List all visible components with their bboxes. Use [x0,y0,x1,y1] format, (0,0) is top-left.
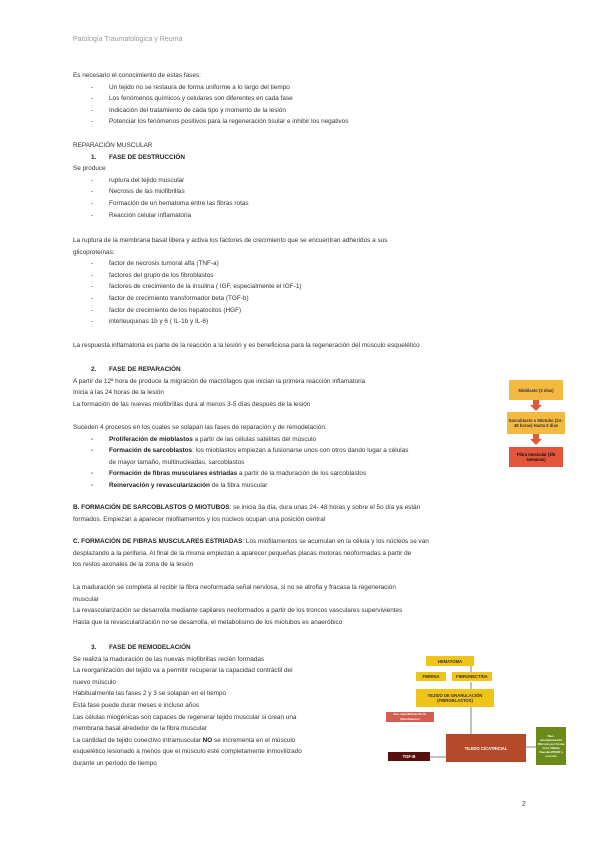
diagram-box-tgfb: TGF-B [388,752,430,761]
phase1-heading: 1. FASE DE DESTRUCCIÓN [91,153,185,161]
list-item: - Reinervación y revascularización de la fibra muscular [73,480,408,492]
sarcoblast-paragraph: B. FORMACIÓN DE SARCOBLASTOS O MIOTUBOS: se inicia 3a día, dura unas 24- 48 horas y sobre el 5o día ya están formados. Empiezan a aparecer miofilamentos y los núcleos ocupan una posición central [73,504,421,523]
diagram-box-side-note: Neo-vascularización 6+ (fibroblastos) [386,712,434,722]
phase1-lead: Se produce [73,165,106,173]
intro-block [73,70,348,128]
page-number: 2 [522,801,526,808]
list-item: - interleuquinas 1b y 6 ( IL-1b y IL-6) [73,316,387,328]
inflammation-note: La respuesta inflamatoria es parte de la reacción a la lesión y es beneficiosa para la regeneración del músculo esquelético [73,342,420,349]
diagram-box-cicatricial: TEJIDO CICATRICIAL [446,734,526,762]
page-header: Patología Traumatológica y Reuma [73,36,183,43]
diagram-box-sarcoblast: Sarcoblasto o Miotubo (24 - 48 horas) Hasta 5 días [507,412,565,434]
phase1-block [73,140,249,221]
list-item: - factor de crecimiento transformador beta (TGF-b) [73,293,387,305]
diagram-box-fibronectina: FIBRONECTINA [452,672,492,681]
list-item: - factor de crecimiento de los hepatocitos (HGF) [73,305,387,317]
list-item: - Un tejido no se restaura de forma uniforme a lo largo del tiempo [73,82,348,94]
intro-lead: Es necesario el conocimiento de estas fases: [73,72,201,79]
list-item: - Reacción celular inflamatoria [73,210,249,222]
phase2-heading: 2. FASE DE REPARACIÓN [91,366,181,373]
list-item: - factores de crecimiento de la insulina ( IGF, especialmente el IGF-1) [73,281,387,293]
arrow-down-icon [530,405,542,411]
list-item: - Indicación del tratamiento de cada tipo y momento de la lesión [73,105,348,117]
diagram-box-hematoma: HEMATOMA [426,656,474,666]
processes-list [73,434,408,492]
list-item: - Formación de sarcoblastos: los mioblastos empiezan a fusionarse unos con otros dando lugar a células [73,445,408,457]
diagram-box-fiber: Fibra muscular (3/5 semanas) [509,447,563,467]
list-item: - factor de necrosis tumoral alfa (TNF-a) [73,258,387,270]
phase2-line: Inicia a las 24 horas de la lesión [73,389,164,397]
arrow-down-icon [530,439,542,445]
phase2-line: La formación de las nuevas miofibrillas dura al menos 3-5 días después de la lesión [73,400,311,408]
phase2-block [73,364,365,410]
intro-list [73,82,348,128]
phase1-list [73,175,249,221]
processes-lead: Suceden 4 procesos en los cuales se solapan las fases de reparación y de remodelación: [73,424,327,431]
list-item: - Formación de fibras musculares estriadas a partir de la maduración de los sarcoblastos [73,468,408,480]
diagram-box-granulacion: TEJIDO DE GRANULACIÓN (FIBROBLASTOS) [416,689,494,707]
processes-block [73,422,408,492]
phase3-heading: 3. FASE DE REMODELACIÓN [91,644,191,651]
list-item: - ruptura del tejido muscular [73,175,249,187]
list-item: - Necrosis de las miofibrillas [73,186,249,198]
striated-fibers-paragraph: C. FORMACIÓN DE FIBRAS MUSCULARES ESTRIADAS: Los miofilamentos se acumulan en la célula y los núcleos se van desplazando a la periferia. Al final de la misma empiezan a aparecer pequeñas placas motoras neoformadas a partir de los restos axonales de la zona de la lesión [73,538,429,569]
list-item: - Proliferación de mioblastos a partir de las células satélites del músculo [73,434,408,446]
growth-factors-block [73,235,387,328]
list-item: - factores del grupo de los fibroblastos [73,270,387,282]
diagram-box-vascular: Neo-vascularización (fibrosis por forma Cruz Villalta Vasculo-PROIF y con mio [536,727,566,765]
maturation-paragraph: La maduración se completa al recibir la fibra neoformada señal nerviosa, si no se atrofia y fracasa la regeneración muscular La revascularización se desarrolla mediante capilares neoformados a partir de los troncos vasculares supervivientes Hasta que la revascularización no se desarrolla, el metabolismo de los miotubos es anaeróbico [73,584,403,626]
list-item: - Formación de un hematoma entre las fibras rotas [73,198,249,210]
list-item: - Los fenómenos químicos y celulares son diferentes en cada fase [73,93,348,105]
list-item-continuation: de mayor tamaño, multinucleadas, sarcoblastos [109,458,245,466]
factors-lead-2: glicoproteínas: [73,248,115,256]
phase3-block: 3. FASE DE REMODELACIÓN Se realiza la maduración de las nuevas miofibrillas recién formadas La reorganización del tejido va a permitir recuperar la capacidad contráctil del nuevo músculo Habitualmente las fases 2 y 3 se solapan en el tiempo Esta fase puede durar meses e incluso años Las células miogénicas son capaces de regenerar tejido muscular si crean una membrana basal alrededor de la fibra muscular La cantidad de tejido conectivo intramuscular NO se incrementa en el músculo esquelético lesionado a menos que el músculo esté completamente inmovilizado durante un período de tiempo [73,642,393,770]
diagram-box-myoblast: Mioblasto (3 días) [509,380,563,400]
factors-lead: La ruptura de la membrana basal libera y activa los factores de crecimiento que se encuentran adheridos a sus [73,237,388,244]
myogenesis-diagram [505,380,567,480]
diagram-box-fibrina: FIBRINA [416,672,446,681]
phase2-line: A partir de 12ª hora de produce la migración de macrófagos que inician la primera reacción inflamatoria [73,377,366,385]
remodeling-diagram [386,652,566,772]
factors-list [73,258,387,328]
list-item: - Potenciar los fenómenos positivos para la regeneración tisular e inhibir los negativos [73,116,348,128]
section-title: REPARACIÓN MUSCULAR [73,142,153,149]
